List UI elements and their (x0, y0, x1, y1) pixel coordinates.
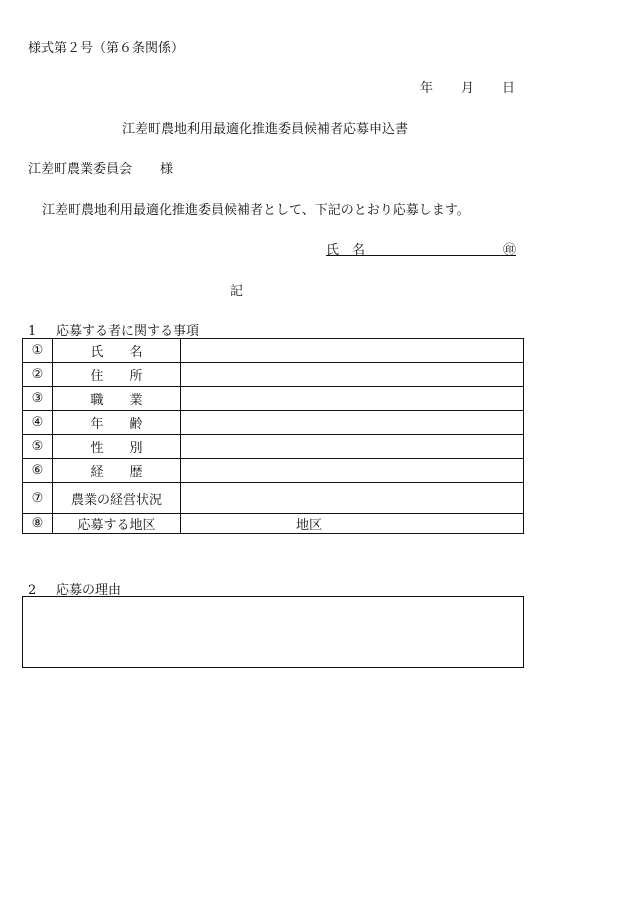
row-value-farm-status[interactable] (181, 483, 524, 514)
table-row (23, 435, 524, 459)
row-label: 職業 (53, 387, 181, 411)
section-2-title: 応募の理由 (56, 583, 122, 598)
row-label: 性別 (53, 435, 181, 459)
row-number: ① (23, 339, 53, 363)
row-number: ⑦ (23, 483, 53, 514)
date-month-label: 月 (461, 81, 475, 96)
document-title: 江差町農地利用最適化推進委員候補者応募申込書 (122, 122, 409, 137)
table-row (23, 459, 524, 483)
row-value-name[interactable] (181, 339, 524, 363)
section-2-number: 2 (28, 583, 37, 598)
table-row (23, 514, 524, 534)
row-number: ⑧ (23, 514, 53, 534)
row-label: 経歴 (53, 459, 181, 483)
applicant-name-field[interactable] (326, 239, 516, 256)
table-row (23, 339, 524, 363)
seal-mark: ㊞ (502, 243, 516, 258)
date-line (420, 77, 515, 96)
row-value-age[interactable] (181, 411, 524, 435)
row-label: 応募する地区 (53, 514, 181, 534)
row-label: 年齢 (53, 411, 181, 435)
ki-marker: 記 (230, 284, 244, 299)
row-number: ③ (23, 387, 53, 411)
row-number: ④ (23, 411, 53, 435)
row-number: ② (23, 363, 53, 387)
applicant-name-label: 氏名 (326, 243, 379, 258)
table-row (23, 411, 524, 435)
reason-textbox[interactable] (22, 596, 524, 668)
form-identifier: 様式第２号（第６条関係） (28, 41, 185, 56)
row-value-district[interactable] (181, 514, 524, 534)
section-1-number: 1 (28, 324, 37, 339)
table-row (23, 387, 524, 411)
addressee-honorific: 様 (160, 162, 174, 177)
row-number: ⑤ (23, 435, 53, 459)
row-label: 農業の経営状況 (53, 483, 181, 514)
applicant-info-table (22, 338, 524, 534)
table-row (23, 483, 524, 514)
date-day-label: 日 (502, 81, 516, 96)
addressee-name: 江差町農業委員会 (28, 162, 133, 177)
row-value-career[interactable] (181, 459, 524, 483)
row-value-address[interactable] (181, 363, 524, 387)
row-value-gender[interactable] (181, 435, 524, 459)
row-label: 住所 (53, 363, 181, 387)
row-label: 氏名 (53, 339, 181, 363)
addressee-line (28, 158, 173, 177)
table-row (23, 363, 524, 387)
section-1-heading (28, 320, 199, 339)
row-value-occupation[interactable] (181, 387, 524, 411)
application-statement: 江差町農地利用最適化推進委員候補者として、下記のとおり応募します。 (42, 203, 470, 218)
district-suffix: 地区 (296, 518, 323, 533)
row-number: ⑥ (23, 459, 53, 483)
date-year-label: 年 (420, 81, 434, 96)
section-1-title: 応募する者に関する事項 (56, 324, 200, 339)
